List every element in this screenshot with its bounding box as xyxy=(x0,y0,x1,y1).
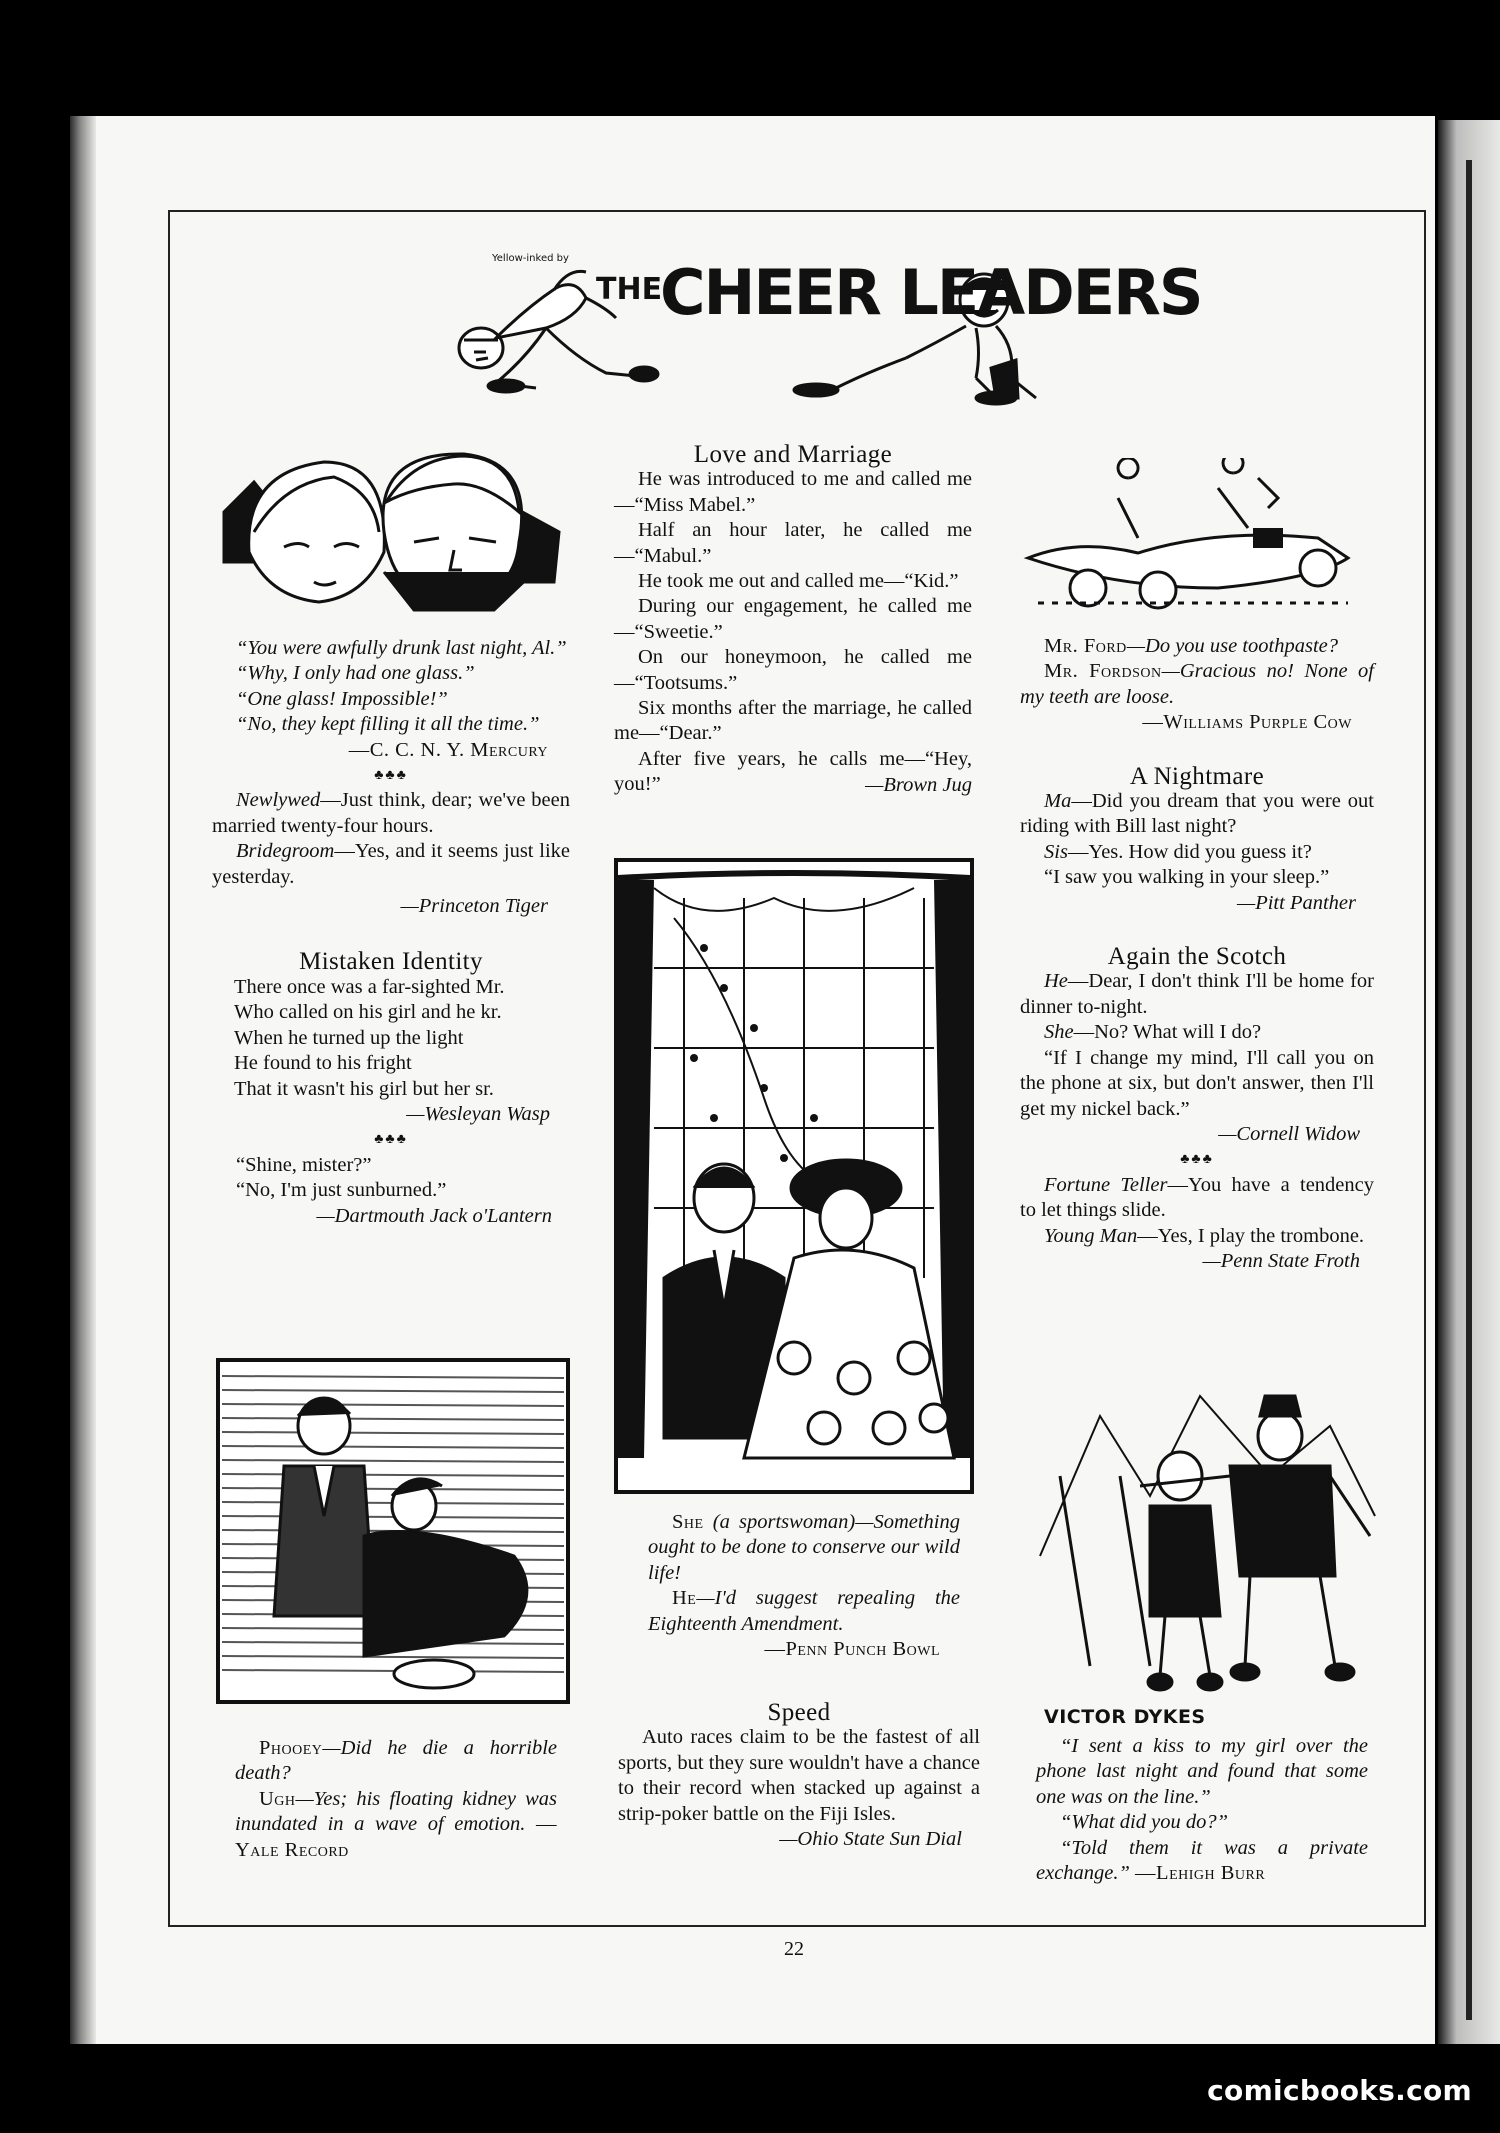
caption2-speaker1: She xyxy=(672,1511,704,1533)
poem-line-2: Who called on his girl and he kr. xyxy=(234,1001,502,1024)
story-line-1: He was introduced to me and called me—“Miss Mabel.” xyxy=(614,468,972,516)
poem-line-3: When he turned up the light xyxy=(234,1026,464,1049)
caption2-text2: —I'd suggest repealing the Eighteenth Amendment. xyxy=(648,1587,960,1635)
nightmare-source: —Pitt Panther xyxy=(1236,891,1356,914)
scotch-line3: “If I change my mind, I'll call you on the phone at six, but don't answer, then I'll get my nickel back.” xyxy=(1020,1046,1374,1120)
speed-source: —Ohio State Sun Dial xyxy=(779,1828,962,1851)
fortune-speaker2: Young Man xyxy=(1044,1224,1138,1247)
fortune-text2: —Yes, I play the trombone. xyxy=(1137,1224,1365,1247)
story-source: —Brown Jug xyxy=(865,773,972,796)
speed-text: Auto races claim to be the fastest of all sports, but they sure wouldn't have a chance to their record when stacked up against a strip-poker battle on the Fiji Isles. xyxy=(618,1726,980,1825)
nightmare-text2: —Yes. How did you guess it? xyxy=(1067,840,1312,863)
caption1-text2: —Yes; his floating kidney was inundated in a wave of emotion. xyxy=(235,1787,557,1836)
column-1-text-top xyxy=(212,636,570,1229)
section-ornament: ♣♣♣ xyxy=(374,768,408,784)
section-ornament-2: ♣♣♣ xyxy=(374,1132,408,1148)
joke2-source: —Princeton Tiger xyxy=(400,895,548,918)
header-title: CHEER LEADERS xyxy=(660,256,1202,329)
joke1-line4: “No, they kept filling it all the time.” xyxy=(236,713,540,736)
victor-line3: “Told them it was a private exchange.” xyxy=(1036,1836,1368,1885)
caption2-source: —Penn Punch Bowl xyxy=(764,1638,940,1661)
ford-text1: —Do you use toothpaste? xyxy=(1126,635,1339,657)
nightmare-text1: —Did you dream that you were out riding with Bill last night? xyxy=(1020,790,1374,838)
pair-cartoon-illustration xyxy=(214,1356,572,1706)
joke1-line1: “You were awfully drunk last night, Al.” xyxy=(236,637,567,659)
caption1-source: —Yale Record xyxy=(235,1813,558,1861)
poem-line-5: That it wasn't his girl but her sr. xyxy=(234,1077,494,1100)
joke2-text2: —Yes, and it seems just like yesterday. xyxy=(212,840,570,888)
column-1-caption xyxy=(235,1736,557,1863)
nightmare-line3: “I saw you walking in your sleep.” xyxy=(1044,866,1330,889)
poem-line-4: He found to his fright xyxy=(234,1052,412,1075)
victor-line1: “I sent a kiss to my girl over the phone last night and found that some one was on the line.” xyxy=(1036,1735,1368,1808)
fortune-source: —Penn State Froth xyxy=(1202,1249,1360,1272)
caption2-speaker2: He xyxy=(672,1587,697,1610)
nightmare-speaker1: Ma xyxy=(1044,790,1072,813)
scotch-speaker1: He xyxy=(1044,970,1068,993)
ford-speaker1: Mr. Ford xyxy=(1044,635,1127,657)
scotch-text1: —Dear, I don't think I'll be home for dinner to-night. xyxy=(1020,970,1374,1018)
page-number: 22 xyxy=(784,1938,804,1960)
nightmare-title: A Nightmare xyxy=(1129,762,1265,790)
section-ornament-3: ♣♣♣ xyxy=(1180,1152,1214,1168)
facing-page-edge xyxy=(1438,120,1500,2044)
joke3-source: —Dartmouth Jack o'Lantern xyxy=(316,1204,552,1227)
column-2-speed xyxy=(618,1700,980,1852)
fortune-speaker1: Fortune Teller xyxy=(1044,1173,1168,1196)
joke1-line2: “Why, I only had one glass.” xyxy=(236,662,475,685)
column-3-text xyxy=(1020,634,1374,1274)
joke1-source: —C. C. N. Y. Mercury xyxy=(348,738,548,761)
story-line-3: He took me out and called me—“Kid.” xyxy=(638,570,959,593)
ford-source: —Williams Purple Cow xyxy=(1142,711,1352,734)
ford-speaker2: Mr. Fordson xyxy=(1044,660,1162,683)
column-3-victor xyxy=(1036,1734,1368,1886)
couple-faces-illustration xyxy=(214,442,566,612)
skiers-illustration xyxy=(1030,1356,1380,1706)
caption1-text1: —Did he die a horrible death? xyxy=(235,1737,557,1785)
victor-source: —Lehigh Burr xyxy=(1135,1862,1266,1885)
page-binding-edge xyxy=(70,116,96,2044)
fortune-text1: —You have a tendency to let things slide. xyxy=(1020,1173,1374,1222)
story-line-7: After five years, he calls me—“Hey, you!” xyxy=(614,747,972,796)
joke2-speaker1: Newlywed xyxy=(236,789,321,812)
scotch-source: —Cornell Widow xyxy=(1218,1122,1360,1145)
column-2-text-top xyxy=(614,442,972,798)
story-line-2: Half an hour later, he called me—“Mabul.” xyxy=(614,519,972,567)
poem-title: Mistaken Identity xyxy=(299,948,483,976)
joke2-text1: —Just think, dear; we've been married twenty-four hours. xyxy=(212,789,570,837)
window-couple-illustration xyxy=(614,858,974,1494)
speed-title: Speed xyxy=(767,1699,831,1726)
caption1-speaker1: Phooey xyxy=(259,1737,323,1759)
scotch-speaker2: She xyxy=(1044,1021,1074,1044)
scotch-title: Again the Scotch xyxy=(1107,943,1287,971)
victor-line2: “What did you do?” xyxy=(1060,1811,1228,1834)
story-title: Love and Marriage xyxy=(693,441,893,468)
nightmare-speaker2: Sis xyxy=(1044,840,1068,863)
caption2-text1: (a sportswoman)—Something ought to be done to conserve our wild life! xyxy=(648,1511,960,1584)
scotch-text2: —No? What will I do? xyxy=(1073,1021,1262,1044)
story-line-5: On our honeymoon, he called me—“Tootsums.” xyxy=(614,646,972,694)
header-credit: Yellow-inked by xyxy=(492,253,569,264)
watermark: comicbooks.com xyxy=(1207,2074,1472,2107)
joke3-line2: “No, I'm just sunburned.” xyxy=(236,1179,447,1202)
poem-line-1: There once was a far-sighted Mr. xyxy=(234,975,505,998)
column-2-caption xyxy=(648,1510,960,1662)
story-line-4: During our engagement, he called me—“Sweetie.” xyxy=(614,595,972,643)
header-title-prefix: THE xyxy=(596,272,663,307)
poem-source: —Wesleyan Wasp xyxy=(406,1102,550,1125)
ford-text2: —Gracious no! None of my teeth are loose. xyxy=(1020,660,1374,708)
joke3-line1: “Shine, mister?” xyxy=(236,1153,372,1176)
artist-signature: VICTOR DYKES xyxy=(1044,1706,1206,1728)
joke1-line3: “One glass! Impossible!” xyxy=(236,687,448,710)
caption1-speaker2: Ugh xyxy=(259,1787,296,1810)
joke2-speaker2: Bridegroom xyxy=(236,840,335,863)
car-crash-illustration xyxy=(1018,458,1374,618)
story-line-6: Six months after the marriage, he called me—“Dear.” xyxy=(614,697,972,745)
